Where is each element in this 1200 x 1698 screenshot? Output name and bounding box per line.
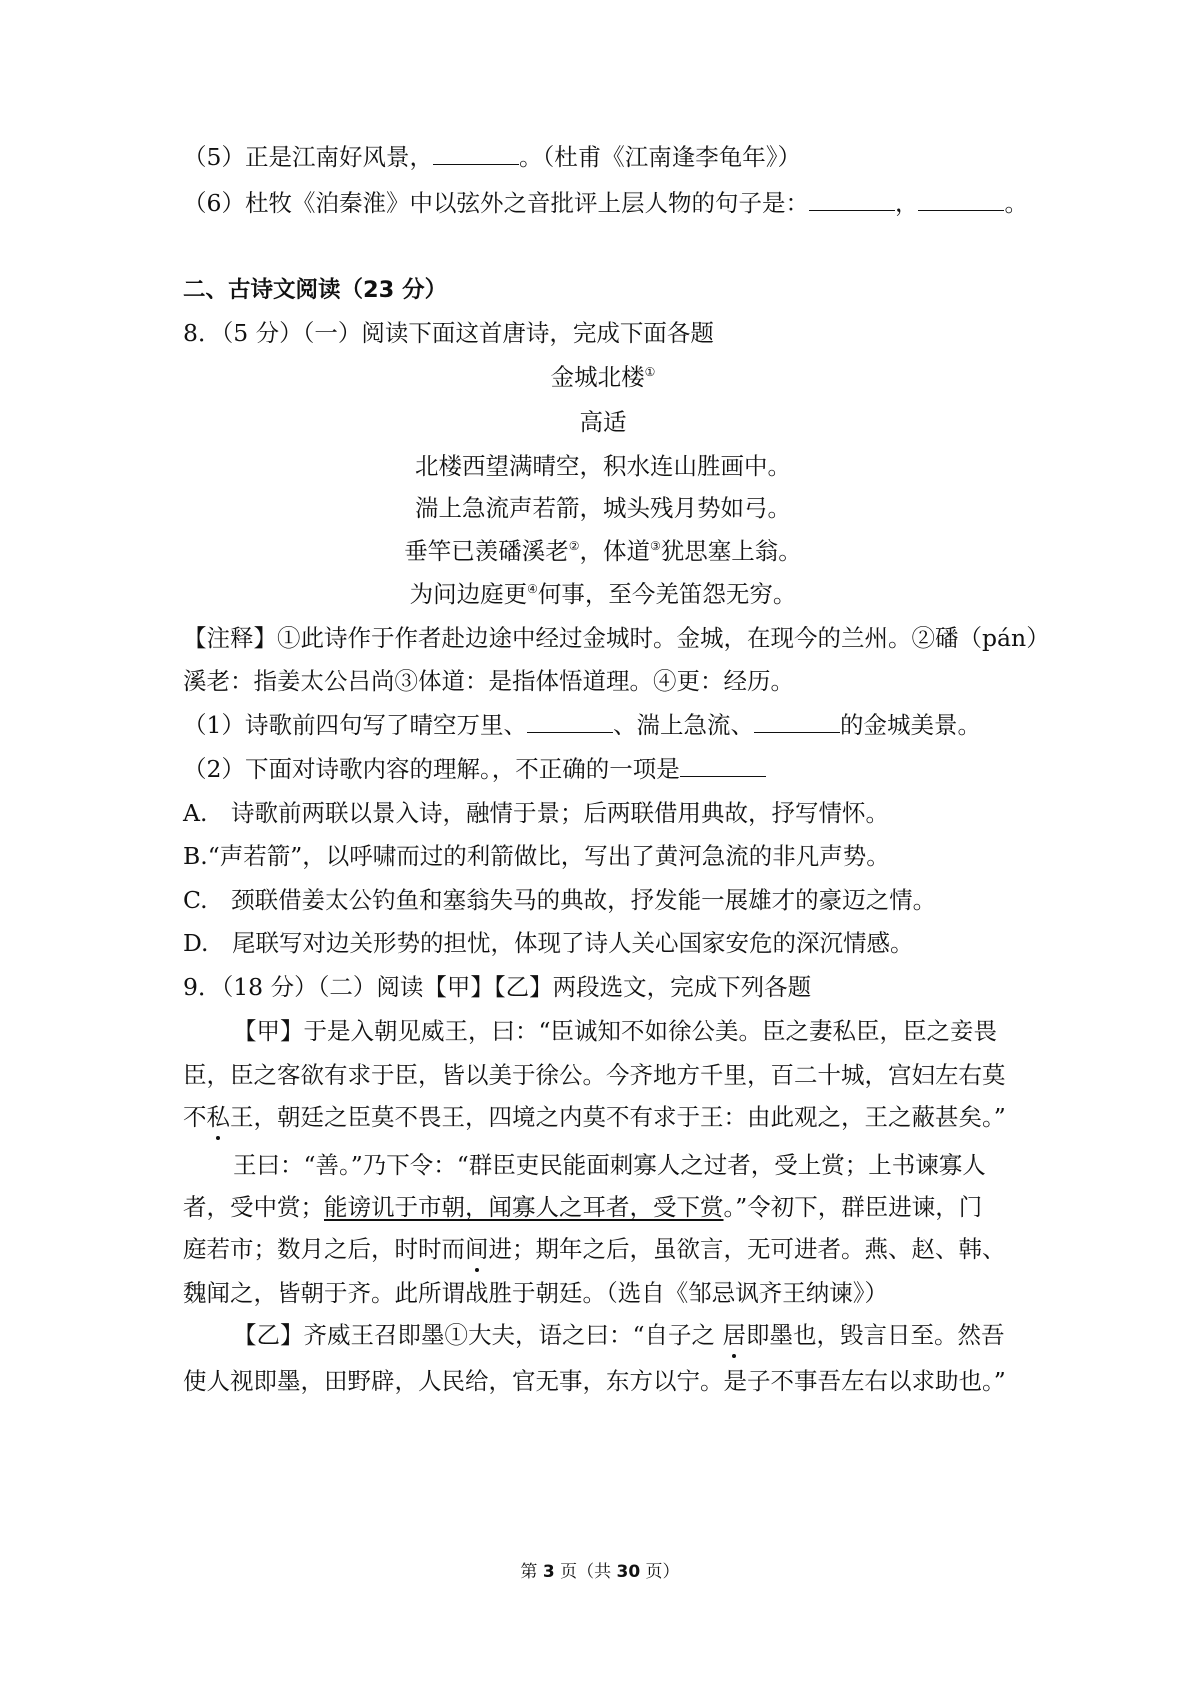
passage-text: 。”令初下，群臣进谏，门 (723, 1193, 983, 1221)
poem-author: 高适 (579, 408, 627, 436)
poem-line-4-b: 何事，至今羌笛怨无穷。 (537, 580, 797, 608)
passage-jia2-line-3 (183, 1232, 1043, 1266)
q8-sub-2-text: （2）下面对诗歌内容的理解。，不正确的一项是 (183, 755, 680, 783)
q8-header: 8．（5 分）（一）阅读下面这首唐诗，完成下面各题 (183, 319, 714, 347)
emphasis-char: 间 (465, 1235, 489, 1263)
poem-line-3-b: ，体道 (579, 537, 650, 565)
footer-text: 页（共 (554, 1562, 617, 1582)
emphasis-char: 私 (206, 1103, 230, 1131)
q8-sub-1 (183, 708, 1043, 742)
q8-sub-1-b: 、湍上急流、 (612, 711, 754, 739)
underlined-sentence: 能谤讥于市朝，闻寡人之耳者，受下赏 (324, 1193, 724, 1221)
answer-blank (433, 142, 519, 165)
answer-blank (680, 754, 766, 777)
q7-item-6-end: 。 (1004, 189, 1028, 217)
option-c: C. 颈联借姜太公钓鱼和塞翁失马的典故，抒发能一展雄才的豪迈之情。 (183, 886, 937, 914)
note-mark: ② (568, 539, 580, 554)
q8-sub-2 (183, 752, 1043, 786)
footer-text: 页） (640, 1562, 680, 1582)
passage-text: 庭若市；数月之后，时时而 (183, 1235, 465, 1263)
page-total: 30 (616, 1562, 641, 1582)
passage-jia2-line-4: 魏闻之，皆朝于齐。此所谓战胜于朝廷。（选自《邹忌讽齐王纳谏》） (183, 1279, 888, 1307)
passage-jia-line-3 (183, 1100, 1043, 1134)
note-mark: ④ (527, 582, 538, 597)
q7-item-6-separator: ， (894, 189, 919, 217)
poem-line-3-c: 犹思塞上翁。 (660, 537, 802, 565)
page-number: 3 (542, 1562, 555, 1582)
option-b: B.“声若箭”，以呼啸而过的利箭做比，写出了黄河急流的非凡声势。 (183, 842, 890, 870)
option-d: D. 尾联写对边关形势的担忧，体现了诗人关心国家安危的深沉情感。 (183, 929, 914, 957)
q7-item-5-text: （5）正是江南好风景， (183, 143, 433, 171)
passage-jia-line-2: 臣，臣之客欲有求于臣，皆以美于徐公。今齐地方千里，百二十城，宫妇左右莫 (183, 1061, 1006, 1089)
emphasis-char: 居 (722, 1321, 746, 1349)
q8-sub-1-a: （1）诗歌前四句写了晴空万里、 (183, 711, 527, 739)
answer-blank (918, 188, 1004, 211)
passage-jia2-line-1: 王曰：“善。”乃下令：“群臣吏民能面刺寡人之过者，受上赏；上书谏寡人 (233, 1151, 986, 1179)
passage-yi-line-1 (233, 1318, 1093, 1352)
q9-header: 9．（18 分）（二）阅读【甲】【乙】两段选文，完成下列各题 (183, 973, 812, 1001)
answer-blank (809, 188, 895, 211)
q7-item-5 (183, 140, 1043, 174)
poem-line-3-a: 垂竿已羡磻溪老 (404, 537, 569, 565)
poem-line-4-a: 为问边庭更 (409, 580, 528, 608)
passage-jia-line-1: 【甲】于是入朝见威王，曰：“臣诚知不如徐公美。臣之妻私臣，臣之妾畏 (233, 1017, 998, 1045)
passage-text: 【乙】齐威王召即墨①大夫，语之曰：“自子之 (233, 1321, 723, 1349)
q7-item-5-source: 。（杜甫《江南逢李龟年》） (518, 143, 801, 171)
q7-item-6-text: （6）杜牧《泊秦淮》中以弦外之音批评上层人物的句子是： (183, 189, 809, 217)
passage-text: 者，受中赏； (183, 1193, 324, 1221)
passage-jia2-line-2 (183, 1190, 1043, 1224)
option-a: A. 诗歌前两联以景入诗，融情于景；后两联借用典故，抒写情怀。 (183, 799, 889, 827)
answer-blank (754, 710, 840, 733)
footer-text: 第 (520, 1562, 543, 1582)
passage-text: 王，朝廷之臣莫不畏王，四境之内莫不有求于王：由此观之，王之蔽甚矣。” (230, 1103, 1006, 1131)
section-title: 二、古诗文阅读（23 分） (183, 277, 448, 303)
answer-blank (527, 710, 613, 733)
poem-line-2: 湍上急流声若箭，城头残月势如弓。 (415, 494, 791, 522)
note-mark: ③ (650, 539, 661, 554)
poem-title (183, 360, 1023, 394)
notes-line-2: 溪老：指姜太公吕尚③体道：是指体悟道理。④更：经历。 (183, 667, 794, 695)
passage-text: 不 (183, 1103, 207, 1131)
poem-title-text: 金城北楼 (550, 363, 645, 391)
poem-line-3 (183, 534, 1023, 568)
poem-line-4 (183, 577, 1023, 611)
q7-item-6 (183, 186, 1043, 220)
q8-sub-1-c: 的金城美景。 (839, 711, 981, 739)
passage-text: 进；期年之后，虽欲言，无可进者。燕、赵、韩、 (488, 1235, 1006, 1263)
passage-text: 即墨也，毁言日至。然吾 (745, 1321, 1005, 1349)
notes-line-1: 【注释】①此诗作于作者赴边途中经过金城时。金城，在现今的兰州。②磻（pán） (183, 624, 1050, 652)
passage-yi-line-2: 使人视即墨，田野辟，人民给，官无事，东方以宁。是子不事吾左右以求助也。” (183, 1367, 1006, 1395)
poem-line-1: 北楼西望满晴空，积水连山胜画中。 (415, 452, 791, 480)
note-mark: ① (644, 365, 656, 380)
page-footer (0, 1560, 1200, 1584)
